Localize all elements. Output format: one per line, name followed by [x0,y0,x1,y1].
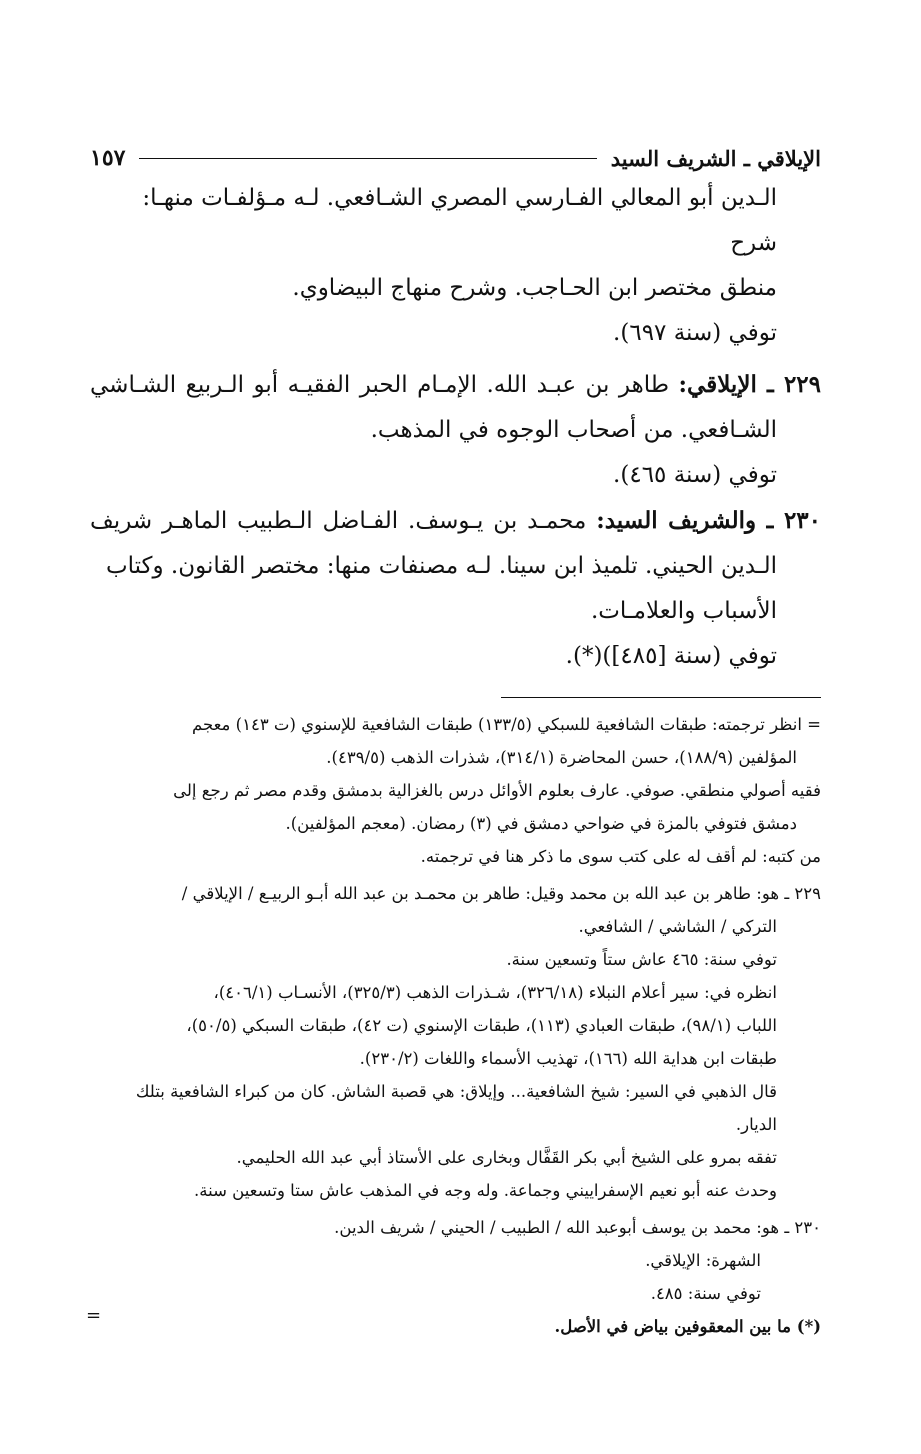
footnote-line: المؤلفين (١٨٨/٩)، حسن المحاضرة (٣١٤/١)، شذرات الذهب (٤٣٩/٥). [326,748,797,767]
footnote-line: الديار. [735,1115,777,1134]
entry-230-line: الـدين الحيني. تلميذ ابن سينا. لـه مصنفات منها: مختصر القانون. وكتاب [105,553,777,579]
book-page [90,140,821,1343]
entry-229-line: الشـافعي. من أصحاب الوجوه في المذهب. [370,417,777,443]
footnotes [90,708,821,1343]
footnote-line: دمشق فتوفي بالمزة في ضواحي دمشق في (٣) رمضان. (معجم المؤلفين). [285,814,797,833]
footnote-line: من كتبه: لم أقف له على كتب سوى ما ذكر هنا في ترجمته. [420,847,821,866]
footnote-line: = انظر ترجمته: طبقات الشافعية للسبكي (١٣٣/٥) طبقات الشافعية للإسنوي (ت ١٤٣) معجم [191,715,821,734]
entry-229-label: ٢٢٩ ـ الإيلاقي: [678,371,821,398]
footnote-line: توفي سنة: ٤٨٥. [650,1284,761,1303]
footnote-line: التركي / الشاشي / الشافعي. [578,917,777,936]
margin-continuation-mark: = [86,1305,102,1326]
footnote-line: قال الذهبي في السير: شيخ الشافعية... وإيلاق: هي قصبة الشاش. كان من كبراء الشافعية بتلك [135,1082,777,1101]
header-rule [139,158,596,159]
entry-230 [90,498,821,544]
footnote-line: تفقه بمرو على الشيخ أبي بكر القَفَّال وبخارى على الأستاذ أبي عبد الله الحليمي. [236,1148,777,1167]
footnote-line: انظره في: سير أعلام النبلاء (٣٢٦/١٨)، شـذرات الذهب (٣٢٥/٣)، الأنسـاب (٤٠٦/١)، [213,983,777,1002]
footnote-line: توفي سنة: ٤٦٥ عاش ستاً وتسعين سنة. [506,950,777,969]
entry-229-death: توفي (سنة ٤٦٥). [613,462,777,488]
footnote-line: طبقات ابن هداية الله (١٦٦)، تهذيب الأسماء واللغات (٢٣٠/٢). [359,1049,777,1068]
star-footnote: (*) ما بين المعقوفين بياض في الأصل. [554,1317,821,1336]
footnote-line: الشهرة: الإيلاقي. [645,1251,761,1270]
entry-230-death: توفي (سنة [٤٨٥])(*). [565,643,777,669]
continued-entry-death: توفي (سنة ٦٩٧). [613,320,777,346]
entry-230-line: الأسباب والعلامـات. [590,598,777,624]
entry-230-label: ٢٣٠ ـ والشريف السيد: [596,507,821,534]
footnote-line: وحدث عنه أبو نعيم الإسفراييني وجماعة. وله وجه في المذهب عاش ستا وتسعين سنة. [194,1181,777,1200]
footnote-rule [501,697,821,698]
main-text [90,176,821,679]
footnote-line: اللباب (٩٨/١)، طبقات العبادي (١١٣)، طبقات الإسنوي (ت ٤٢)، طبقات السبكي (٥٠/٥)، [186,1016,777,1035]
footnote-229: ٢٢٩ ـ هو: طاهر بن عبد الله بن محمد وقيل: طاهر بن محمـد بن عبد الله أبـو الربيـع / الإيلاقي / [181,884,821,903]
continued-entry-line: منطق مختصر ابن الحـاجب. وشرح منهاج البيضاوي. [292,275,777,301]
entry-229 [90,362,821,408]
page-number: ١٥٧ [90,145,126,171]
continued-entry-line: الـدين أبو المعالي الفـارسي المصري الشـافعي. لـه مـؤلفـات منهـا: شرح [142,185,777,256]
running-title: الإيلاقي ـ الشريف السيد [610,145,821,171]
entry-230-text: محمـد بن يـوسف. الفـاضل الـطبيب الماهـر شريف [90,508,597,534]
entry-229-text: طاهر بن عبـد الله. الإمـام الحبر الفقيـه أبو الـربيع الشـاشي [90,372,679,398]
footnote-230: ٢٣٠ ـ هو: محمد بن يوسف أبوعبد الله / الطبيب / الحيني / شريف الدين. [334,1218,821,1237]
running-header [90,140,821,176]
footnote-line: فقيه أصولي منطقي. صوفي. عارف بعلوم الأوائل درس بالغزالية بدمشق وقدم مصر ثم رجع إلى [173,781,821,800]
